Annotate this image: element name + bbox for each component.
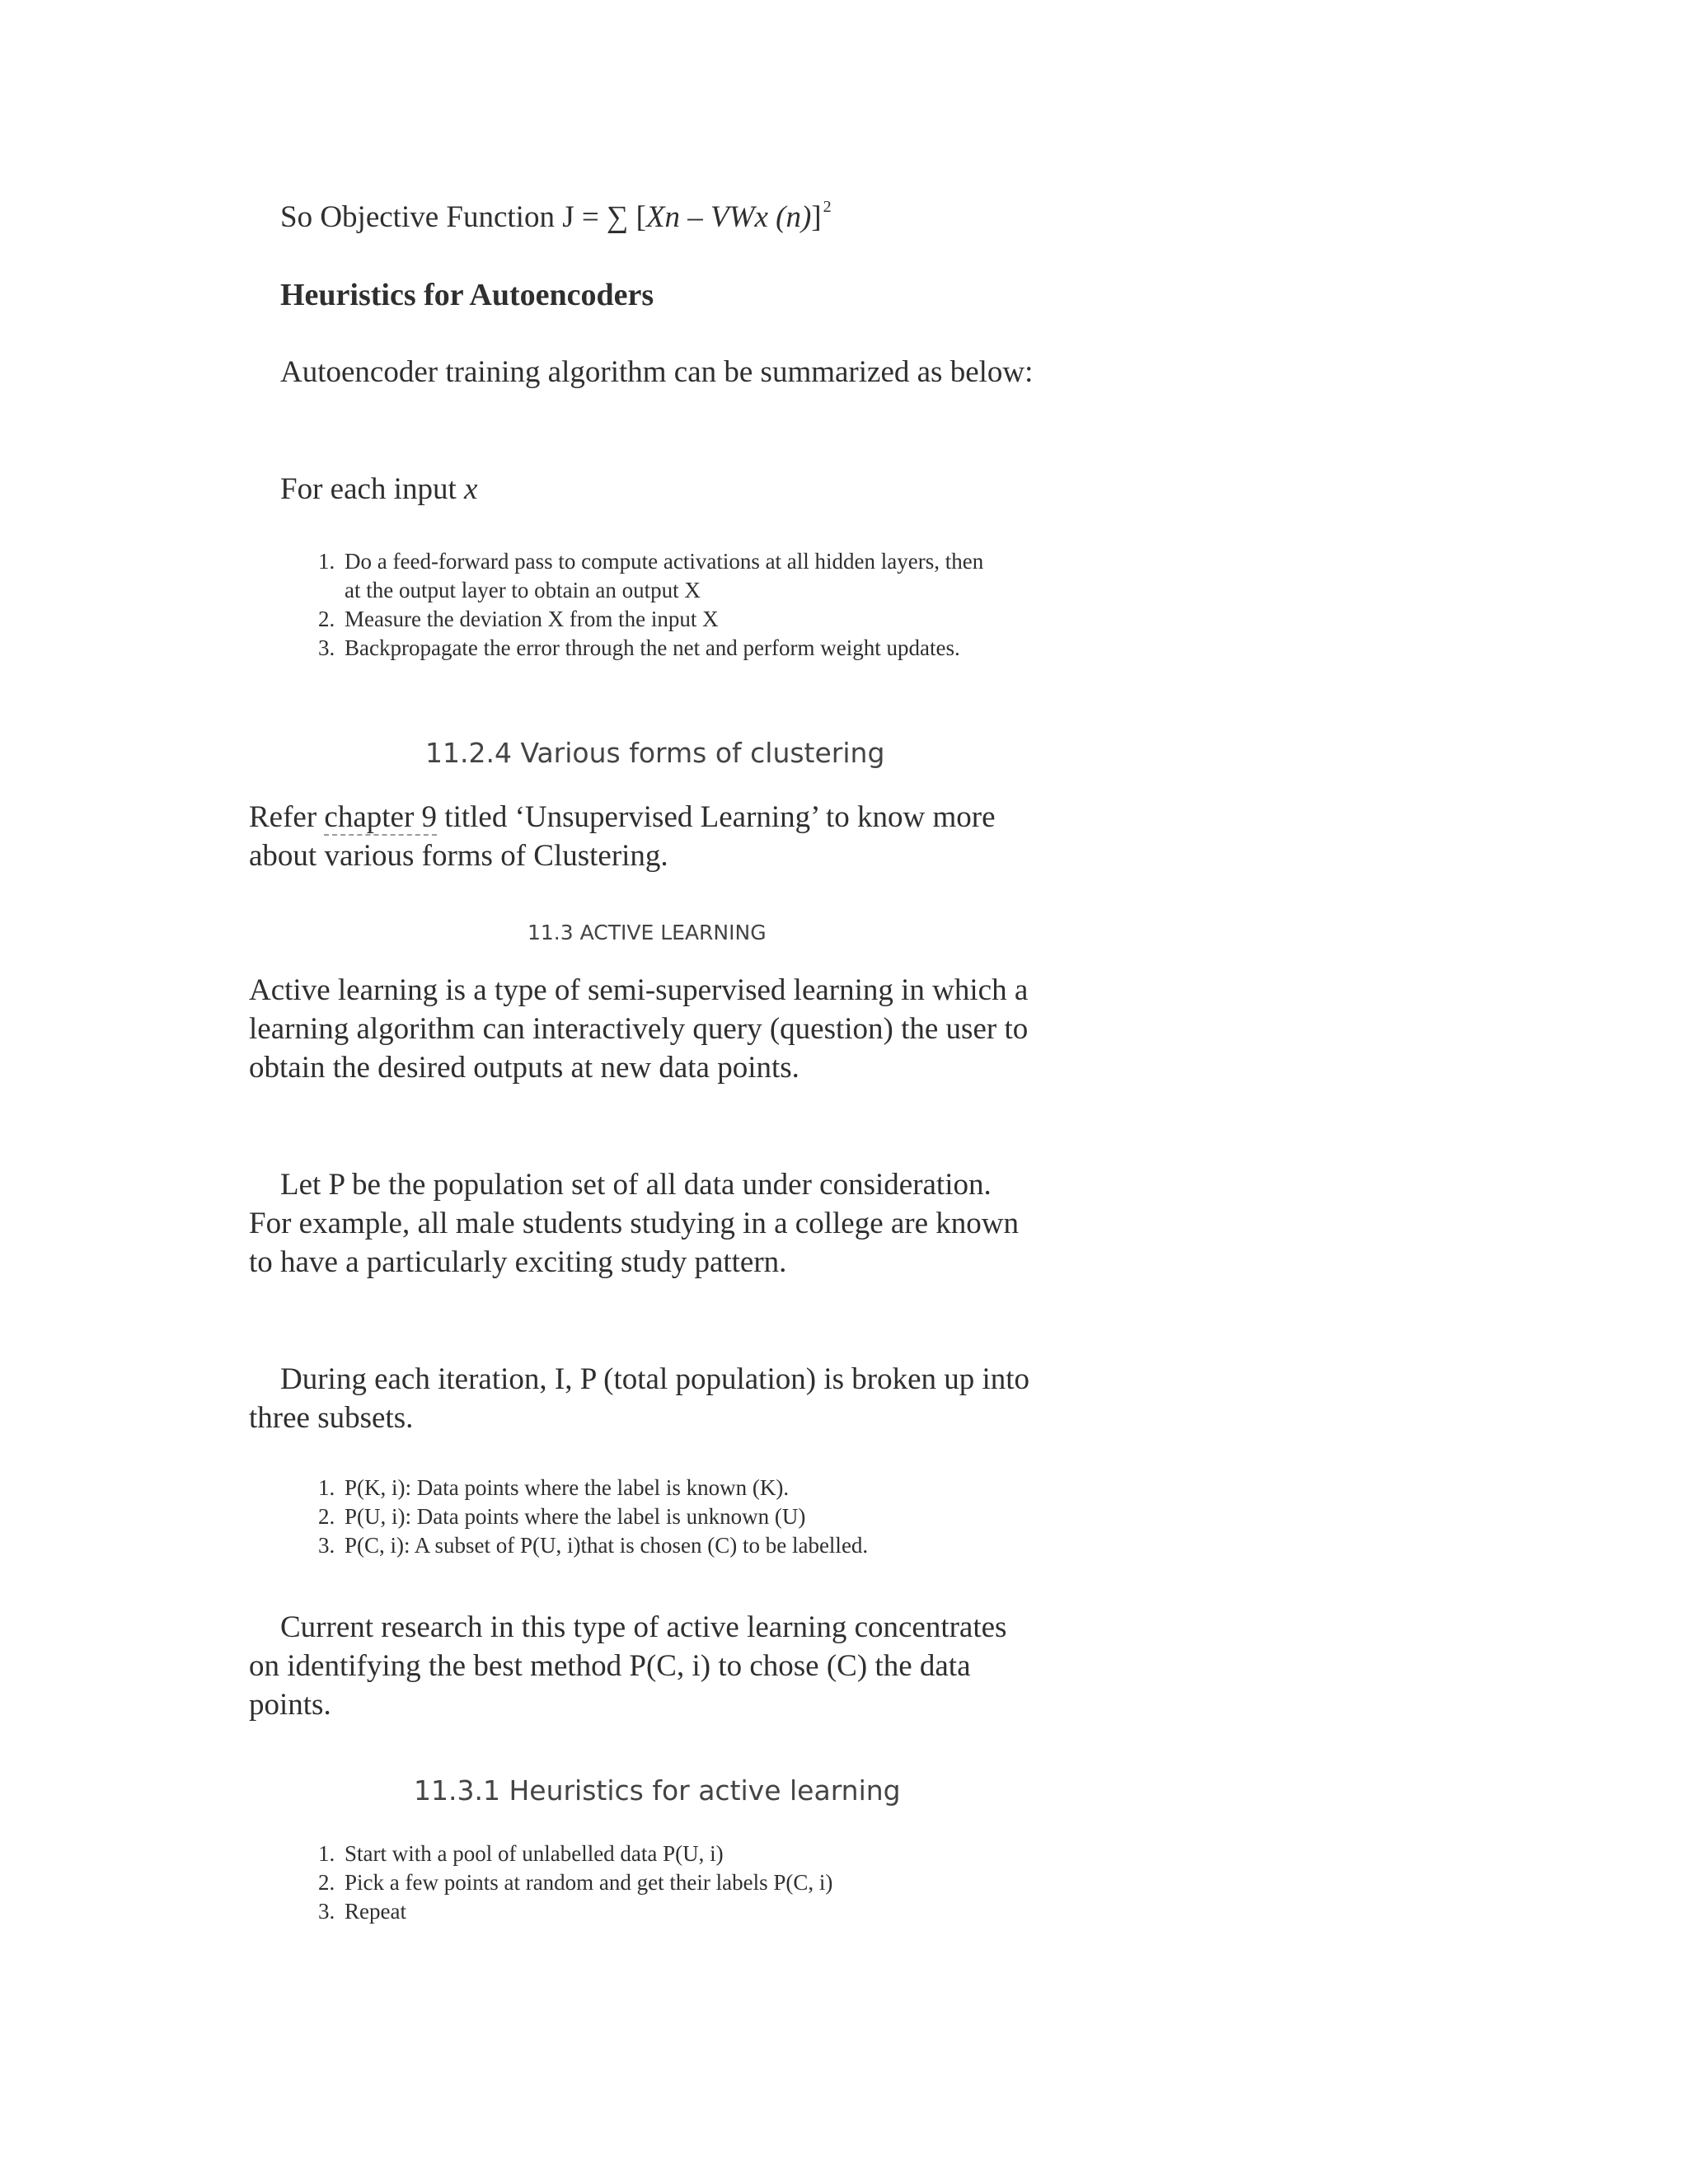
subsets-list: [318, 1474, 1010, 1560]
population-paragraph: Let P be the population set of all data under consideration. For example, all male students studying in a college are known to have a particularly exciting study pattern.: [249, 1168, 1020, 1279]
heuristics-active-learning-heading: 11.3.1 Heuristics for active learning: [414, 1774, 901, 1807]
active-learning-heading: 11.3 ACTIVE LEARNING: [528, 921, 767, 944]
heuristics-autoencoders-heading: Heuristics for Autoencoders: [280, 278, 654, 312]
list-item: 3. Repeat: [318, 1899, 406, 1924]
list-item: 3. P(C, i): A subset of P(U, i)that is chosen (C) to be labelled.: [318, 1533, 869, 1558]
list-item: 1. Do a feed-forward pass to compute activations at all hidden layers, then at the output layer to obtain an output X: [318, 549, 984, 602]
list-item: 2. P(U, i): Data points where the label is unknown (U): [318, 1504, 806, 1529]
autoencoder-intro-paragraph: Autoencoder training algorithm can be summarized as below:: [280, 355, 1034, 389]
list-item: 3. Backpropagate the error through the net and perform weight updates.: [318, 635, 960, 660]
active-learning-definition-paragraph: Active learning is a type of semi-supervised learning in which a learning algorithm can interactively query (question) the user to obtain the desired outputs at new data points.: [249, 973, 1029, 1085]
list-item: 1. Start with a pool of unlabelled data P(U, i): [318, 1841, 724, 1866]
for-each-input-line: For each input x: [280, 472, 478, 506]
list-item: 2. Pick a few points at random and get their labels P(C, i): [318, 1870, 833, 1895]
active-learning-steps-list: [318, 1840, 1010, 1926]
list-item: 2. Measure the deviation X from the input X: [318, 607, 719, 631]
clustering-paragraph: Refer chapter 9 titled ‘Unsupervised Learning’ to know more about various forms of Clustering.: [249, 800, 996, 873]
iteration-paragraph: During each iteration, I, P (total population) is broken up into three subsets.: [249, 1362, 1030, 1435]
autoencoder-steps-list: [318, 547, 994, 663]
current-research-paragraph: Current research in this type of active learning concentrates on identifying the best method P(C, i) to chose (C) the data points.: [249, 1610, 1007, 1722]
clustering-section-heading: 11.2.4 Various forms of clustering: [425, 737, 885, 769]
chapter-9-link[interactable]: chapter 9: [324, 800, 438, 834]
list-item: 1. P(K, i): Data points where the label is known (K).: [318, 1475, 790, 1500]
objective-function: So Objective Function J = ∑ [Xn – VWx (n)] $^2$: [280, 198, 832, 234]
